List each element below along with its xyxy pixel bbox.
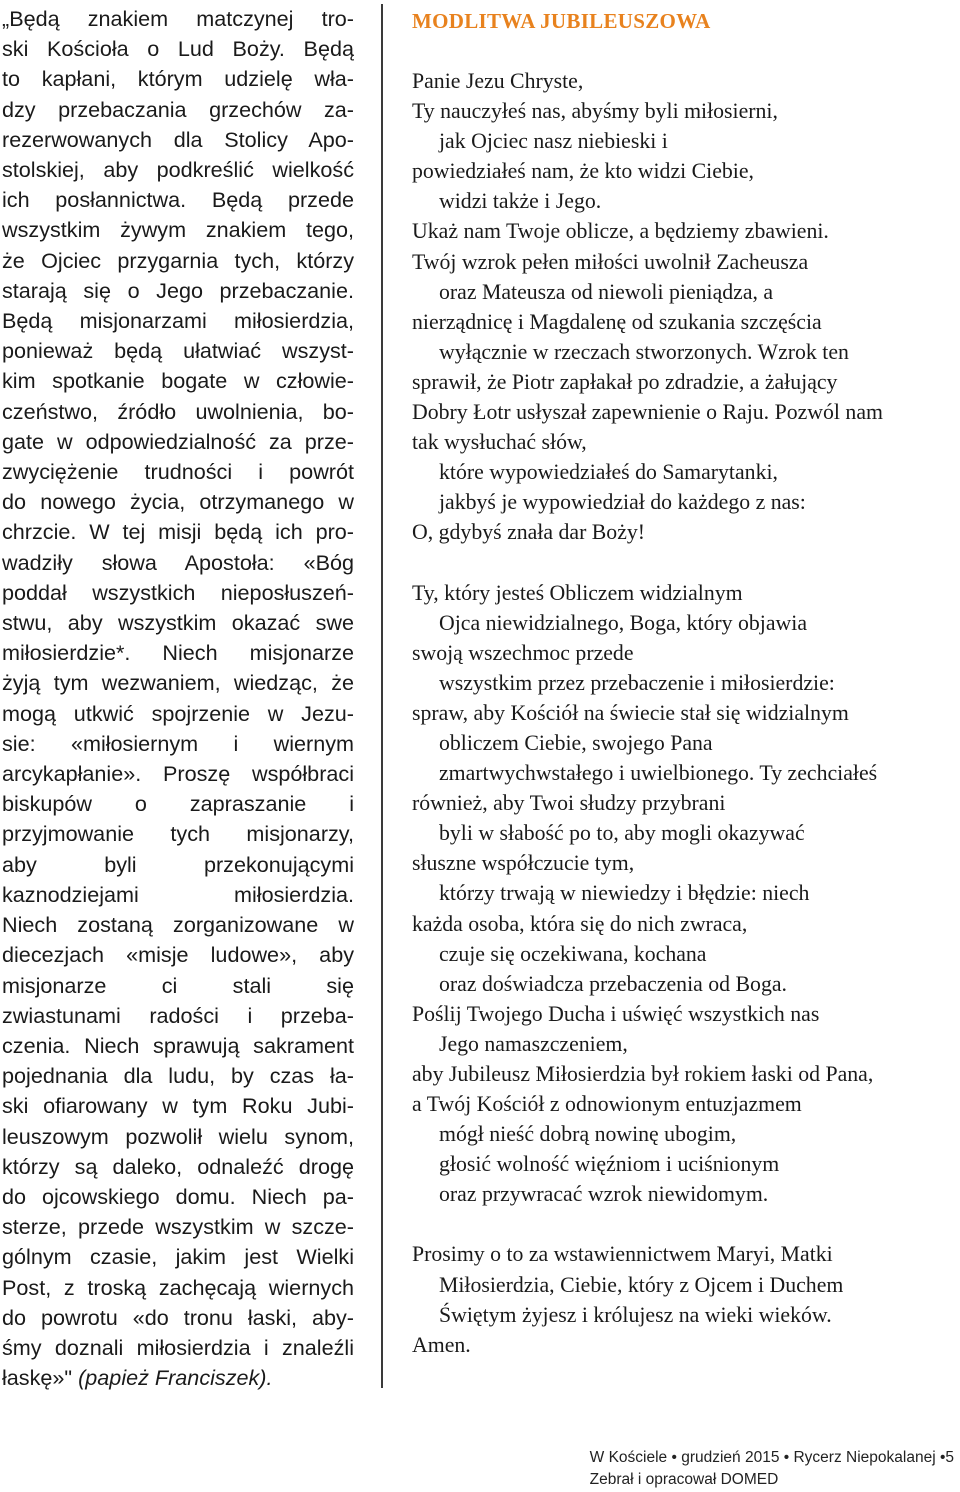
- article-line: ski ofiarowany w tym Roku Jubi-: [2, 1093, 354, 1119]
- article-line: „Będą znakiem matczynej tro-: [2, 6, 354, 31]
- article-line: diecezjach «misje ludowe», aby: [2, 942, 354, 968]
- article-line: wszystkim żywym znakiem tego,: [2, 217, 354, 243]
- article-line: przyjmowanie tych misjonarzy,: [2, 821, 354, 847]
- prayer-line: głosić wolność więźniom i uciśnionym: [439, 1152, 780, 1177]
- article-line: ponieważ będą ułatwiać wszyst-: [2, 338, 354, 364]
- prayer-line: również, aby Twoi słudzy przybrani: [412, 791, 726, 816]
- article-closing-text: łaskę»": [2, 1365, 79, 1391]
- prayer-line: Ty, który jesteś Obliczem widzialnym: [412, 580, 743, 605]
- article-line: leuszowym pozwolił wielu synom,: [2, 1123, 354, 1149]
- prayer-line: Panie Jezu Chryste,: [412, 69, 584, 93]
- prayer-line: obliczem Ciebie, swojego Pana: [439, 730, 713, 755]
- prayer-line: tak wysłuchać słów,: [412, 430, 587, 455]
- article-line: poddał wszystkich nieposłuszeń-: [2, 579, 354, 605]
- article-line: mogą utkwić spojrzenie w Jezu-: [2, 700, 354, 726]
- article-line: do nowego życia, otrzymanego w: [2, 489, 354, 515]
- article-signature: (papież Franciszek).: [78, 1365, 273, 1391]
- prayer-line: Ojca niewidzialnego, Boga, który objawia: [439, 610, 808, 635]
- article-line: pojednania dla ludu, by czas ła-: [2, 1063, 354, 1089]
- prayer-line: swoją wszechmoc przede: [412, 640, 634, 665]
- article-line: stwu, aby wszystkim okazać swe: [2, 610, 354, 636]
- prayer-stanza-1: [412, 66, 960, 548]
- article-line: kaznodziejami miłosierdzia.: [2, 881, 354, 907]
- prayer-line: Miłosierdzia, Ciebie, który z Ojcem i Duchem: [439, 1272, 844, 1297]
- article-line: to kapłani, którym udzielę wła-: [2, 66, 354, 92]
- prayer-line: byli w słabość po to, aby mogli okazywać: [439, 821, 805, 846]
- prayer-section: [412, 6, 960, 1360]
- prayer-line: słuszne współczucie tym,: [412, 851, 635, 876]
- prayer-line: nierządnicę i Magdalenę od szukania szczęścia: [412, 309, 822, 334]
- prayer-line: wszystkim przez przebaczenie i miłosierdzie:: [439, 670, 835, 695]
- prayer-line: powiedziałeś nam, że kto widzi Ciebie,: [412, 159, 754, 184]
- article-line: że Ojciec przygarnia tych, którzy: [2, 247, 354, 273]
- article-line: gate w odpowiedzialność za prze-: [2, 428, 354, 454]
- article-last-line: [2, 1363, 354, 1393]
- prayer-line: czuje się oczekiwana, kochana: [439, 941, 707, 966]
- prayer-line: mógł nieść dobrą nowinę ubogim,: [439, 1122, 737, 1147]
- prayer-line: które wypowiedziałeś do Samarytanki,: [439, 460, 778, 485]
- prayer-line: Prosimy o to za wstawiennictwem Maryi, Matki: [412, 1242, 833, 1267]
- prayer-line: Amen.: [412, 1332, 471, 1357]
- article-line: sterze, przede wszystkim w szcze-: [2, 1214, 354, 1240]
- article-line: którzy są daleko, odnaleźć drogę: [2, 1153, 354, 1179]
- prayer-line: Świętym żyjesz i królujesz na wieki wieków.: [439, 1302, 832, 1327]
- article-line: zwyciężenie trudności i powrót: [2, 459, 354, 485]
- article-line: Będą misjonarzami miłosierdzia,: [2, 308, 354, 334]
- article-line: śmy doznali miłosierdzia i znaleźli: [2, 1334, 354, 1360]
- prayer-line: spraw, aby Kościół na świecie stał się widzialnym: [412, 700, 849, 725]
- article-line: do ojcowskiego domu. Niech pa-: [2, 1183, 354, 1209]
- prayer-line: aby Jubileusz Miłosierdzia był rokiem łaski od Pana,: [412, 1062, 874, 1086]
- prayer-line: zmartwychwstałego i uwielbionego. Ty zechciałeś: [439, 761, 878, 786]
- article-line: czeństwo, źródło uwolnienia, bo-: [2, 398, 354, 424]
- article-line: chrzcie. W tej misji będą ich pro-: [2, 519, 354, 545]
- article-line: zwiastunami radości i przeba-: [2, 1002, 354, 1028]
- prayer-line: widzi także i Jego.: [439, 189, 602, 214]
- article-line: wadziły słowa Apostoła: «Bóg: [2, 549, 354, 575]
- footer-editor-credit: Zebrał i opracował DOMED: [589, 1471, 779, 1488]
- article-line: starają się o Jego przebaczanie.: [2, 277, 354, 303]
- prayer-line: Dobry Łotr usłyszał zapewnienie o Raju. Pozwól nam: [412, 400, 883, 425]
- prayer-line: którzy trwają w niewiedzy i błędzie: niech: [439, 881, 810, 906]
- column-divider: [381, 4, 383, 1388]
- prayer-line: wyłącznie w rzeczach stworzonych. Wzrok ten: [439, 339, 849, 364]
- prayer-line: sprawił, że Piotr zapłakał po zdradzie, a żałujący: [412, 369, 838, 394]
- article-line: żyją tym wezwaniem, wiedząc, że: [2, 670, 354, 696]
- article-line: gólnym czasie, jakim jest Wielki: [2, 1244, 354, 1270]
- prayer-line: jak Ojciec nasz niebieski i: [439, 129, 668, 154]
- prayer-line: Ukaż nam Twoje oblicze, a będziemy zbawieni.: [412, 219, 829, 244]
- article-line: miłosierdzie*. Niech misjonarze: [2, 640, 354, 666]
- article-line: biskupów o zapraszanie i: [2, 791, 354, 817]
- article-line: dzy przebaczania grzechów za-: [2, 96, 354, 122]
- article-line: arcykapłanie». Proszę współbraci: [2, 761, 354, 787]
- prayer-line: a Twój Kościół z odnowionym entuzjazmem: [412, 1092, 802, 1117]
- prayer-line: Ty nauczyłeś nas, abyśmy byli miłosierni,: [412, 99, 778, 124]
- prayer-line: oraz doświadcza przebaczenia od Boga.: [439, 971, 787, 996]
- article-line: sie: «miłosiernym i wiernym: [2, 730, 354, 756]
- prayer-title: MODLITWA JUBILEUSZOWA: [412, 9, 711, 33]
- article-line: ski Kościoła o Lud Boży. Będą: [2, 36, 354, 62]
- article-line: ich posłannictwa. Będą przede: [2, 187, 354, 213]
- article-line: aby byli przekonującymi: [2, 851, 354, 877]
- prayer-line: jakbyś je wypowiedział do każdego z nas:: [439, 490, 806, 515]
- article-line: Post, z troską zachęcają wiernych: [2, 1274, 354, 1300]
- prayer-stanza-2: [412, 578, 960, 1210]
- article-line: Niech zostaną zorganizowane w: [2, 912, 354, 938]
- article-line: rezerwowanych dla Stolicy Apo-: [2, 126, 354, 152]
- prayer-line: każda osoba, która się do nich zwraca,: [412, 911, 748, 936]
- prayer-line: oraz Mateusza od niewoli pieniądza, a: [439, 279, 774, 304]
- article-line: misjonarze ci stali się: [2, 972, 354, 998]
- footer-publication-info: W Kościele • grudzień 2015 • Rycerz Niepokalanej •5: [589, 1449, 954, 1466]
- article-line: kim spotkanie bogate w człowie-: [2, 368, 354, 394]
- page-footer: [590, 1447, 954, 1491]
- prayer-line: O, gdybyś znała dar Boży!: [412, 520, 646, 545]
- article-line: do powrotu «do tronu łaski, aby-: [2, 1304, 354, 1330]
- prayer-line: oraz przywracać wzrok niewidomym.: [439, 1182, 769, 1207]
- prayer-stanza-3: [412, 1239, 960, 1359]
- prayer-line: Twój wzrok pełen miłości uwolnił Zacheusza: [412, 249, 809, 274]
- prayer-line: Poślij Twojego Ducha i uświęć wszystkich nas: [412, 1001, 820, 1026]
- article-body: [2, 4, 354, 1393]
- prayer-line: Jego namaszczeniem,: [439, 1031, 628, 1056]
- article-line: stolskiej, aby podkreślić wielkość: [2, 157, 354, 183]
- article-line: czenia. Niech sprawują sakrament: [2, 1032, 354, 1058]
